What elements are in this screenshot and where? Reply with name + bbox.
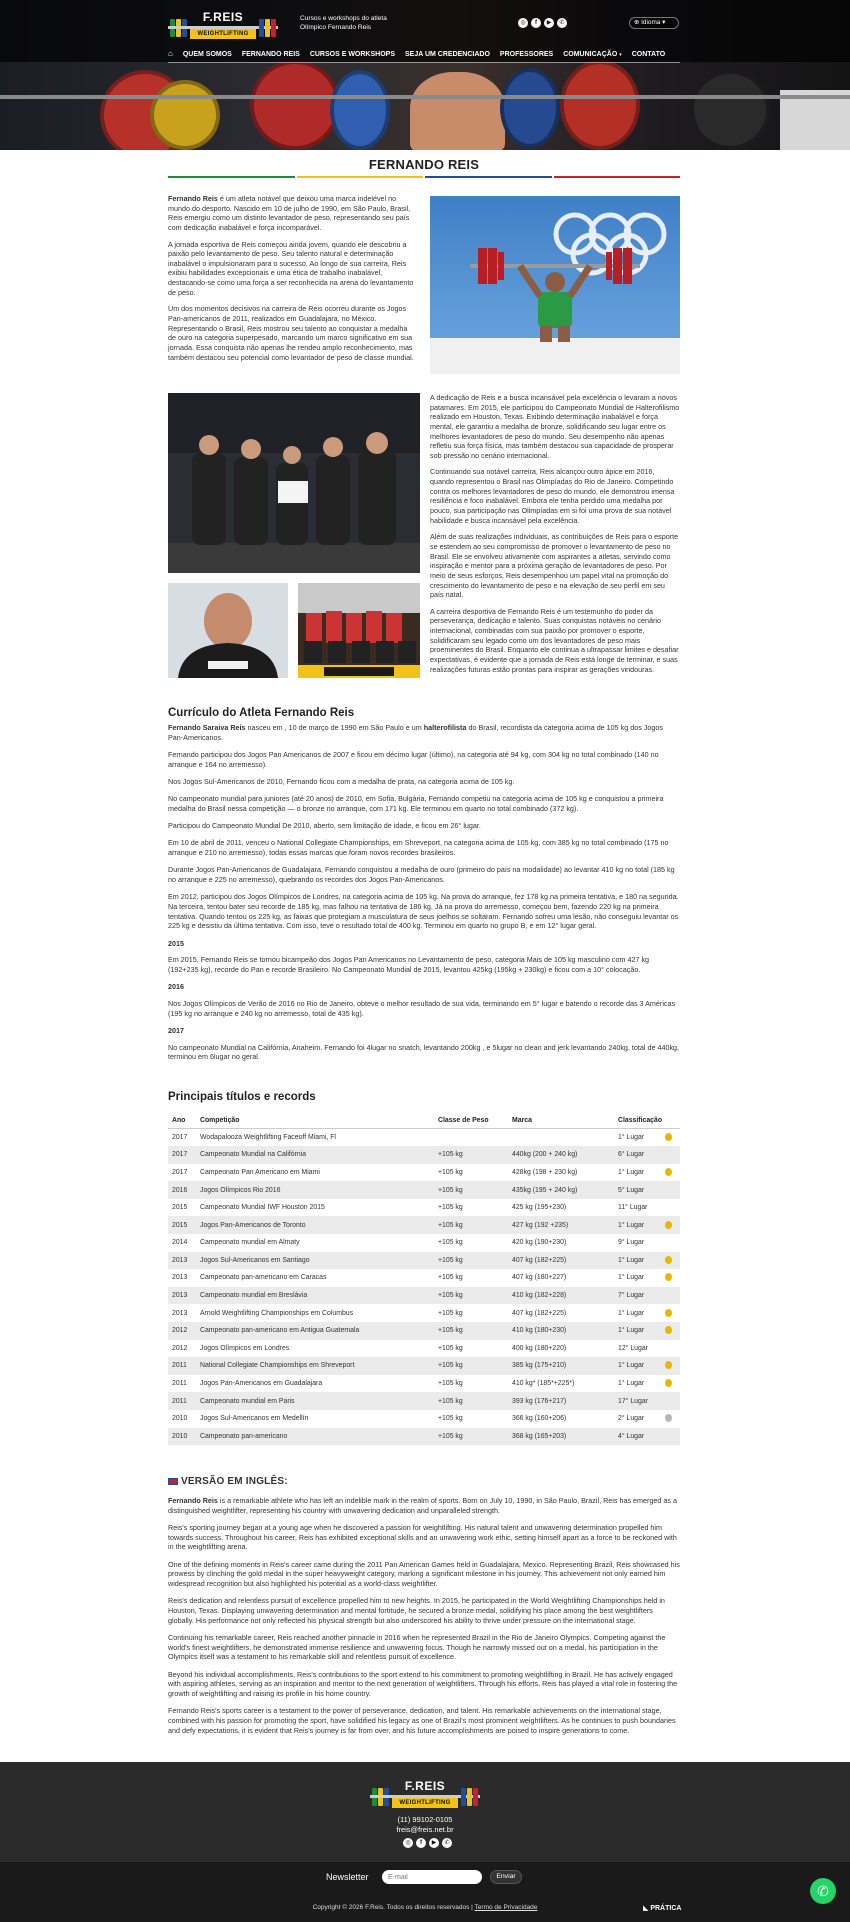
nav-item-quem-somos[interactable]: QUEM SOMOS bbox=[182, 50, 232, 58]
curriculum-paragraph: Fernando participou dos Jogos Pan Americanos de 2007 e ficou em décimo lugar (último), na categoria até 94 kg, com 304 kg no total combinado (140 no arranque e 164 no arremesso). bbox=[168, 749, 659, 769]
chevron-down-icon: ▾ bbox=[662, 19, 666, 26]
year-heading: 2017 bbox=[168, 1025, 184, 1035]
cell-weight-class: +105 kg bbox=[434, 1181, 508, 1199]
logo-subtext: WEIGHTLIFTING bbox=[190, 29, 256, 39]
gold-medal-icon bbox=[665, 1221, 672, 1229]
cell-competition: Jogos Pan-Americanos em Guadalajara bbox=[200, 1380, 323, 1388]
footer-email[interactable]: freis@freis.net.br bbox=[396, 1825, 454, 1834]
gold-medal-icon bbox=[665, 1256, 672, 1264]
cell-year: 2011 bbox=[168, 1357, 196, 1375]
curriculum-intro-end: do Brasil, recordista da categoria acima de 105 kg dos Jogos Pan-Americanos. bbox=[168, 723, 664, 742]
classification-text: 1° Lugar bbox=[618, 1256, 645, 1264]
year-heading: 2016 bbox=[168, 982, 184, 992]
cell-year: 2014 bbox=[172, 1239, 188, 1247]
youtube-icon[interactable]: ▶ bbox=[429, 1838, 439, 1848]
cell-year: 2013 bbox=[168, 1252, 196, 1270]
bio-paragraph: A jornada esportiva de Reis começou ainda jovem, quando ele descobriu a paixão pelo levantamento de peso. Seu talento natural e determinação inabalável o impulsionaram para o sucesso. Ao longo de sua carreira, Reis exibiu habilidades excepcionais e uma ética de trabalho inabalável, destacando-se como uma força a ser reconhecida na arena do levantamento de peso. bbox=[168, 239, 414, 297]
english-text-intro: is a remarkable athlete who has left an indelible mark in the realm of sports. Born on July 10, 1990, in São Paulo, Brazil, Reis has emerged as a distinguished weightlifter, representing his country with unwavering dedication and unparalleled strength. bbox=[168, 1496, 677, 1515]
agency-logo-icon: ◣ bbox=[643, 1905, 651, 1912]
main-navigation bbox=[168, 47, 680, 63]
classification-text: 2° Lugar bbox=[618, 1415, 645, 1423]
cell-year: 2015 bbox=[168, 1216, 196, 1234]
classification-text: 11° Lugar bbox=[618, 1204, 648, 1212]
cell-competition: Campeonato mundial em Almaty bbox=[200, 1239, 300, 1247]
cell-mark: 427 kg (192 +235) bbox=[508, 1216, 614, 1234]
table-row bbox=[168, 1234, 680, 1252]
cell-mark: 435kg (195 + 240 kg) bbox=[508, 1181, 614, 1199]
cell-classification bbox=[614, 1181, 680, 1199]
site-logo[interactable] bbox=[168, 11, 278, 41]
cell-mark: 368 kg (165+203) bbox=[508, 1428, 614, 1446]
logo-text: F.REIS bbox=[404, 1779, 446, 1793]
cell-mark: 425 kg (195+230) bbox=[512, 1204, 567, 1212]
bio-intro-text bbox=[168, 194, 414, 369]
footer-phone[interactable]: (11) 99102-0105 bbox=[397, 1815, 453, 1824]
cell-classification bbox=[614, 1129, 680, 1147]
column-header-year: Ano bbox=[168, 1114, 196, 1129]
cell-mark: 407 kg (180+227) bbox=[512, 1274, 567, 1282]
curriculum-paragraph: Nos Jogos Olímpicos de Verão de 2016 no Rio de Janeiro, obteve o melhor resultado de sua vida, terminando em 5° lugar e batendo o recorde das 3 Américas (195 kg no arranque e 240 kg no arremesso, total de 435 kg). bbox=[168, 998, 676, 1018]
cell-mark: 410 kg* (185*+225*) bbox=[512, 1380, 575, 1388]
bio-paragraph bbox=[168, 194, 414, 233]
whatsapp-float-button[interactable] bbox=[810, 1878, 836, 1904]
cell-competition: Arnold Weightlifting Championships em Columbus bbox=[200, 1309, 354, 1317]
classification-text: 5° Lugar bbox=[618, 1186, 645, 1194]
cell-weight-class: +105 kg bbox=[434, 1146, 508, 1164]
column-header-mark: Marca bbox=[508, 1114, 614, 1129]
curriculum-paragraph: Em 10 de abril de 2011, venceu o National Collegiate Championships, em Shreveport, na categoria acima de 105 kg, com 385 kg no total combinado (175 no arranque e 210 no arremesso), todas essas marcas que foram novos recordes brasileiros. bbox=[168, 838, 669, 857]
bio-paragraph: Continuando sua notável carreira, Reis alcançou outro ápice em 2016, quando representou o Brasil nas Olimpíadas do Rio de Janeiro. Competindo contra os melhores levantadores de peso do mundo, ele demonstrou imensa resiliência e foco inabalável. Embora ele tenha perdido uma medalha por pouco, sua participação nas Olimpíadas em si foi uma prova de sua notável habilidade e busca incansável pela excelência. bbox=[430, 467, 675, 525]
table-row bbox=[168, 1199, 680, 1217]
page-title: FERNANDO REIS bbox=[368, 157, 480, 172]
cell-year: 2010 bbox=[168, 1428, 196, 1446]
cell-weight-class: +105 kg bbox=[434, 1216, 508, 1234]
cell-weight-class: +105 kg bbox=[438, 1309, 463, 1317]
cell-mark bbox=[508, 1129, 614, 1147]
classification-text: 7° Lugar bbox=[618, 1292, 645, 1300]
gold-medal-icon bbox=[665, 1273, 672, 1281]
footer-social-links bbox=[403, 1838, 452, 1848]
cell-weight-class: +105 kg bbox=[438, 1239, 463, 1247]
uk-flag-icon bbox=[168, 1478, 178, 1485]
classification-text: 4° Lugar bbox=[618, 1432, 645, 1440]
cell-classification bbox=[614, 1322, 680, 1340]
cell-year: 2015 bbox=[172, 1204, 188, 1212]
cell-mark: 440kg (200 + 240 kg) bbox=[508, 1146, 614, 1164]
cell-classification bbox=[614, 1252, 680, 1270]
cell-weight-class: +105 kg bbox=[438, 1168, 463, 1176]
bio-paragraph: A carreira desportiva de Fernando Reis é um testemunho do poder da perseverança, dedicação e talento. Suas conquistas notáveis no cenário internacional, combinadas com sua paixão por promover o esporte, solidificaram seu legado como um dos levantadores de peso mais proeminentes do Brasil. Enquanto ele continua a ultrapassar limites e desafiar expectativas, é evidente que a jornada de Reis está longe de terminar, e suas realizações futuras estão prontas para inspirar as gerações vindouras. bbox=[430, 606, 679, 674]
english-paragraph: Reis's sporting journey began at a young age when he discovered a passion for weightlifting. His natural talent and unwavering determination propelled him towards success. Throughout his career, Reis has exhibited exceptional skills and an unwavering work ethic, setting himself apart as a force to be reckoned with in the weightlifting arena. bbox=[168, 1522, 677, 1552]
english-version-heading bbox=[168, 1475, 288, 1488]
cell-competition: Jogos Sul-Americanos em Medellín bbox=[200, 1415, 309, 1423]
curriculum-text bbox=[168, 723, 680, 1069]
cell-mark: 385 kg (175+210) bbox=[508, 1357, 614, 1375]
gold-medal-icon bbox=[665, 1168, 672, 1176]
cell-competition: Wodapalooza Weightlifting Faceoff Miami, Fl bbox=[200, 1133, 336, 1141]
cell-mark: 428kg (198 + 230 kg) bbox=[512, 1168, 578, 1176]
cell-classification bbox=[614, 1164, 680, 1182]
nav-item-fernando-reis[interactable]: FERNANDO REIS bbox=[241, 50, 300, 58]
cell-year: 2011 bbox=[168, 1392, 196, 1410]
title-divider bbox=[168, 176, 680, 178]
curriculum-intro-bold: halterofilista bbox=[423, 723, 467, 732]
facebook-icon[interactable]: f bbox=[531, 18, 541, 28]
titles-table bbox=[168, 1114, 680, 1445]
whatsapp-icon[interactable]: ✆ bbox=[442, 1838, 452, 1848]
language-selector[interactable] bbox=[629, 17, 679, 29]
gold-medal-icon bbox=[665, 1361, 672, 1369]
cell-mark: 400 kg (180+220) bbox=[512, 1344, 567, 1352]
bio-paragraph: Um dos momentos decisivos na carreira de Reis ocorreu durante os Jogos Pan-americanos de 2011, realizados em Guadalajara, no México. Representando o Brasil, Reis mostrou seu talento ao conquistar a medalha de ouro na categoria superpesado, marcando um marco significativo em sua jornada. Essa conquista não apenas lhe rendeu amplo reconhecimento, mas também destacou seu potencial como levantador de peso de classe mundial. bbox=[168, 304, 414, 362]
cell-weight-class: +105 kg bbox=[438, 1204, 463, 1212]
home-icon[interactable]: ⌂ bbox=[168, 49, 173, 59]
cell-competition: Jogos Olímpicos em Londres bbox=[200, 1344, 290, 1352]
cell-competition: Campeonato mundial em Breslávia bbox=[196, 1287, 434, 1305]
table-header-row bbox=[168, 1114, 680, 1129]
english-paragraph: Fernando Reis's sports career is a testament to the power of perseverance, dedication, and talent. His remarkable achievements on the international stage, combined with his passion for promoting the sport, have solidified his legacy as one of Brazil's most prominent weightlifters. As he continues to push boundaries and defy expectations, it is evident that Reis's journey is far from over, and his future accomplishments are poised to inspire generations to come. bbox=[168, 1706, 676, 1735]
curriculum-intro bbox=[168, 723, 680, 742]
english-text bbox=[168, 1496, 680, 1743]
curriculum-paragraph: No campeonato Mundial na Califórnia, Anaheim. Fernando foi 4lugar no snatch, levantando 200kg , e 5lugar no clean and jerk levantando 240kg, total de 440kg, terminou em 6lugar no geral. bbox=[168, 1042, 680, 1062]
table-row bbox=[168, 1181, 680, 1199]
cell-classification bbox=[614, 1304, 680, 1322]
curriculum-paragraph: Nos Jogos Sul-Americanos de 2010, Fernando ficou com a medalha de prata, na categoria acima de 105 kg. bbox=[168, 776, 515, 786]
cell-competition: Campeonato pan-americano em Antigua Guatemala bbox=[196, 1322, 434, 1340]
cell-year: 2013 bbox=[172, 1309, 188, 1317]
bio-text: é um atleta notável que deixou uma marca indelével no mundo do desporto. Nascido em 10 de julho de 1990, em São Paulo, Brasil, Reis emergiu como um distinto levantador de peso, representando seu país com dedicação inabalável e força incomparável. bbox=[168, 194, 411, 232]
curriculum-paragraph: No campeonato mundial para juniores (até 20 anos) de 2010, em Sofia, Bulgária, Fernando competiu na categoria acima de 105 kg e conquistou a primeira medalha do Brasil nessa competição — o bronze no arranque, com 171 kg. Ele terminou em quarto no total combinado (372 kg). bbox=[168, 794, 664, 813]
cell-mark: 393 kg (176+217) bbox=[508, 1392, 614, 1410]
gold-medal-icon bbox=[665, 1309, 672, 1317]
facebook-icon[interactable]: f bbox=[416, 1838, 426, 1848]
english-paragraph: Reis's dedication and relentless pursuit of excellence propelled him to new heights. In 2015, he participated in the World Weightlifting Championships held in Houston, Texas. Displaying unwavering determination and mental fortitude, he secured a bronze medal, solidifying his place among the best weightlifters globally. His performance not only reflected his physical strength but also underscored his ability to thrive under pressure on the international stage. bbox=[168, 1596, 665, 1625]
cell-competition: Campeonato Mundial na Califórnia bbox=[196, 1146, 434, 1164]
cell-classification bbox=[614, 1287, 680, 1305]
cell-year: 2011 bbox=[172, 1380, 187, 1388]
nav-item-contato[interactable]: CONTATO bbox=[631, 50, 666, 58]
gold-medal-icon bbox=[665, 1379, 672, 1387]
classification-text: 6° Lugar bbox=[618, 1151, 645, 1159]
cell-competition: Jogos Pan-Americanos de Toronto bbox=[196, 1216, 434, 1234]
cell-mark: 410 kg (182+228) bbox=[508, 1287, 614, 1305]
whatsapp-icon: ✆ bbox=[817, 1883, 829, 1899]
table-row bbox=[168, 1269, 680, 1287]
english-paragraph: One of the defining moments in Reis's career came during the 2011 Pan American Games held in Guadalajara, Mexico. Representing Brazil, Reis showcased his prowess by clinching the gold medal in the super heavyweight category, marking a significant milestone in his journey. This achievement not only earned him widespread recognition but also highlighted his potential as a world-class weightlifter. bbox=[168, 1559, 680, 1589]
table-row bbox=[168, 1410, 680, 1428]
cell-mark: 366 kg (160+206) bbox=[512, 1415, 567, 1423]
athlete-full-name: Fernando Saraiva Reis bbox=[168, 723, 246, 732]
photo-group bbox=[298, 583, 420, 678]
classification-text: 1° Lugar bbox=[618, 1168, 645, 1176]
cell-classification bbox=[614, 1392, 680, 1410]
whatsapp-icon[interactable]: ✆ bbox=[557, 18, 567, 28]
group-photo-illustration bbox=[298, 583, 420, 678]
classification-text: 1° Lugar bbox=[618, 1221, 645, 1229]
cell-competition: Campeonato pan-americano em Caracas bbox=[200, 1274, 327, 1282]
classification-text: 1° Lugar bbox=[618, 1380, 645, 1388]
year-heading: 2015 bbox=[168, 938, 184, 948]
photo-portrait bbox=[168, 583, 288, 678]
english-paragraph: Beyond his individual accomplishments, Reis's contributions to the sport extend to his commitment to promoting weightlifting in Brazil. He has actively engaged with aspiring athletes, serving as an inspiration and mentor to the next generation of weightlifters. Through his efforts, Reis has played a vital role in fostering the growth of weightlifting and raising its profile in his home country. bbox=[168, 1669, 678, 1698]
column-header-competition: Competição bbox=[196, 1114, 434, 1129]
bio-continued-text bbox=[430, 393, 680, 681]
copyright bbox=[0, 1904, 850, 1913]
instagram-icon[interactable]: ◎ bbox=[518, 18, 528, 28]
table-row bbox=[168, 1392, 680, 1410]
bio-paragraph: Além de suas realizações individuais, as contribuições de Reis para o esporte se estendem ao seu compromisso de promover o levantamento de peso no Brasil. Ele se envolveu ativamente com aspirantes a atletas, servindo como inspiração e mentor para a próxima geração de levantadores de peso. Por meio de seus esforços, Reis desempenhou um papel vital na promoção do crescimento do levantamento de peso e na elevação de seu perfil em seu país natal. bbox=[430, 532, 679, 600]
cell-year: 2016 bbox=[168, 1181, 196, 1199]
athlete-name: Fernando Reis bbox=[168, 194, 218, 203]
english-paragraph bbox=[168, 1496, 680, 1515]
cell-weight-class: +105 kg bbox=[438, 1344, 463, 1352]
cell-competition: Campeonato mundial em Paris bbox=[196, 1392, 434, 1410]
english-paragraph: Continuing his remarkable career, Reis reached another pinnacle in 2016 when he represented Brazil in the Rio de Janeiro Olympics. Competing against the world's finest weightlifters, he demonstrated immense resilience and unwavering focus. Though he narrowly missed out on a medal, his participation in the Olympics itself was a testament to his remarkable skill and relentless pursuit of excellence. bbox=[168, 1632, 666, 1662]
cell-classification bbox=[614, 1340, 680, 1358]
chevron-down-icon: ▾ bbox=[619, 51, 622, 58]
youtube-icon[interactable]: ▶ bbox=[544, 18, 554, 28]
table-row bbox=[168, 1164, 680, 1182]
table-row bbox=[168, 1216, 680, 1234]
site-tagline: Cursos e workshops do atleta Olímpico Fernando Reis bbox=[300, 15, 387, 31]
classification-text: 1° Lugar bbox=[618, 1274, 645, 1282]
logo-text: F.REIS bbox=[202, 10, 244, 24]
curriculum-intro-mid: nasceu em , 10 de março de 1990 em São Paulo e um bbox=[245, 723, 424, 732]
bio-paragraph: A dedicação de Reis e a busca incansável pela excelência o levaram a novos patamares. Em 2015, ele participou do Campeonato Mundial de Halterofilismo realizado em Houston, Texas. Exibindo determinação inabalável e força mental, ele garantiu a medalha de bronze, solidificando seu lugar entre os melhores levantadores de peso do mundo. Seu desempenho não apenas refletiu sua força física, mas também destacou sua capacidade de prosperar sob pressão no cenário internacional. bbox=[430, 393, 680, 460]
column-header-weight-class: Classe de Peso bbox=[434, 1114, 508, 1129]
classification-text: 1° Lugar bbox=[618, 1362, 645, 1370]
athlete-name-en: Fernando Reis bbox=[168, 1496, 218, 1505]
cell-year: 2013 bbox=[168, 1287, 196, 1305]
table-row bbox=[168, 1304, 680, 1322]
copyright-text: Copyright © 2026 F.Reis. Todos os direitos reservados | bbox=[312, 1904, 475, 1911]
table-row bbox=[168, 1357, 680, 1375]
cell-weight-class: +105 kg bbox=[434, 1322, 508, 1340]
cell-classification bbox=[614, 1216, 680, 1234]
silver-medal-icon bbox=[665, 1414, 672, 1422]
language-label: Idioma bbox=[641, 19, 661, 26]
cell-weight-class bbox=[434, 1129, 508, 1147]
cell-mark: 407 kg (182+225) bbox=[512, 1309, 567, 1317]
newsletter-submit-button[interactable]: Enviar bbox=[490, 1870, 522, 1884]
cell-classification bbox=[614, 1269, 680, 1287]
cell-classification bbox=[614, 1428, 680, 1446]
classification-text: 1° Lugar bbox=[618, 1327, 645, 1335]
cell-year: 2017 bbox=[168, 1146, 196, 1164]
cell-classification bbox=[614, 1199, 680, 1217]
curriculum-paragraph: Participou do Campeonato Mundial De 2010, aberto, sem limitação de idade, e ficou em 26° lugar. bbox=[168, 821, 481, 831]
agency-credit-text: PRÁTICA bbox=[650, 1905, 682, 1912]
cell-weight-class: +105 kg bbox=[438, 1415, 463, 1423]
olympic-lift-illustration bbox=[430, 196, 680, 374]
cell-year: 2012 bbox=[172, 1344, 188, 1352]
cell-classification bbox=[614, 1410, 680, 1428]
cell-year: 2017 bbox=[172, 1133, 188, 1141]
cell-weight-class: +105 kg bbox=[438, 1274, 463, 1282]
photo-team bbox=[168, 393, 420, 573]
cell-weight-class: +105 kg bbox=[434, 1287, 508, 1305]
gold-medal-icon bbox=[665, 1326, 672, 1334]
cell-weight-class: +105 kg bbox=[438, 1380, 463, 1388]
cell-competition: Jogos Olímpicos Rio 2016 bbox=[196, 1181, 434, 1199]
cell-competition: Campeonato pan-americano bbox=[196, 1428, 434, 1446]
table-row bbox=[168, 1340, 680, 1358]
privacy-link[interactable]: Termo de Privacidade bbox=[474, 1904, 538, 1911]
cell-competition: Campeonato Pan Americano em Miami bbox=[200, 1168, 320, 1176]
cell-competition: Campeonato Mundial IWF Houston 2015 bbox=[200, 1204, 325, 1212]
classification-text: 12° Lugar bbox=[618, 1344, 648, 1352]
cell-mark: 420 kg (190+230) bbox=[512, 1239, 567, 1247]
gold-medal-icon bbox=[665, 1133, 672, 1141]
nav-item-credenciado[interactable]: SEJA UM CREDENCIADO bbox=[405, 50, 490, 58]
header-social-links bbox=[518, 18, 567, 28]
hero-banner bbox=[0, 0, 850, 150]
curriculum-heading: Currículo do Atleta Fernando Reis bbox=[168, 707, 355, 719]
cell-classification bbox=[614, 1375, 680, 1393]
table-row bbox=[168, 1287, 680, 1305]
curriculum-paragraph: Durante Jogos Pan-Americanos de Guadalajara, Fernando conquistou a medalha de ouro (primeiro do país na modalidade) ao levantar 410 kg no total (185 kg no arranque e 225 no arremesso), quebrando os recordes dos Jogos Pan-Americanos. bbox=[168, 865, 675, 884]
cell-year: 2010 bbox=[172, 1415, 188, 1423]
cell-classification bbox=[614, 1234, 680, 1252]
cell-classification bbox=[614, 1146, 680, 1164]
agency-credit[interactable] bbox=[643, 1904, 681, 1913]
classification-text: 1° Lugar bbox=[618, 1133, 645, 1141]
table-row bbox=[168, 1375, 680, 1393]
globe-icon: ⊕ bbox=[634, 19, 640, 26]
cell-mark: 410 kg (180+230) bbox=[508, 1322, 614, 1340]
footer-logo[interactable] bbox=[370, 1780, 480, 1810]
nav-item-cursos[interactable]: CURSOS E WORKSHOPS bbox=[309, 50, 395, 58]
photo-olympic-lift bbox=[430, 196, 680, 374]
cell-competition: Jogos Sul-Americanos em Santiago bbox=[196, 1252, 434, 1270]
nav-item-comunicacao[interactable] bbox=[563, 50, 622, 59]
cell-weight-class: +105 kg bbox=[434, 1428, 508, 1446]
table-row bbox=[168, 1146, 680, 1164]
cell-weight-class: +105 kg bbox=[434, 1357, 508, 1375]
curriculum-paragraph: Em 2012, participou dos Jogos Olímpicos de Londres, na categoria acima de 105 kg. Na prova do arranque, fez 178 kg na primeira tentativa, e 180 na segunda. Na terceira, tentou bater seu recorde de 185 kg, mas falhou na tentativa de 186 kg. Já na prova do arremesso, começou bem, fazendo 220 kg na primeira tentativa. Quando tentou os 225 kg, as faixas que protegiam a musculatura de seus joelhos se soltaram. Fernando sofreu uma lesão, não conseguiu levantar os 225 kg e desistiu da última tentativa. Com isso, teve o resultado total de 400 kg. Terminou em quarto no grupo B, e em 12° lugar geral. bbox=[168, 892, 679, 931]
table-row bbox=[168, 1322, 680, 1340]
cell-year: 2017 bbox=[172, 1168, 188, 1176]
instagram-icon[interactable]: ◎ bbox=[403, 1838, 413, 1848]
cell-year: 2012 bbox=[168, 1322, 196, 1340]
english-version-title: VERSÃO EM INGLÊS: bbox=[181, 1476, 288, 1487]
cell-competition: National Collegiate Championships em Shreveport bbox=[196, 1357, 434, 1375]
nav-item-professores[interactable]: PROFESSORES bbox=[499, 50, 554, 58]
column-header-classification: Classificação bbox=[614, 1114, 680, 1129]
logo-subtext: WEIGHTLIFTING bbox=[392, 1798, 458, 1808]
classification-text: 1° Lugar bbox=[618, 1309, 645, 1317]
table-row bbox=[168, 1252, 680, 1270]
table-row bbox=[168, 1129, 680, 1147]
curriculum-paragraph: Em 2015, Fernando Reis se tornou bicampeão dos Jogos Pan Americanos no Levantamento de peso, categoria Mais de 105 kg masculino com 427 kg (192+235 kg), recorde do Pan e recorde Brasileiro. No Campeonato Mundial de 2015, levantou 425kg (195kg + 230kg) e ficou com a 10° colocação. bbox=[168, 955, 650, 974]
cell-weight-class: +105 kg bbox=[434, 1252, 508, 1270]
titles-heading: Principais títulos e records bbox=[168, 1091, 316, 1103]
classification-text: 17° Lugar bbox=[618, 1397, 648, 1405]
cell-classification bbox=[614, 1357, 680, 1375]
table-row bbox=[168, 1428, 680, 1446]
team-photo-illustration bbox=[168, 393, 420, 573]
nav-item-comunicacao-label: COMUNICAÇÃO bbox=[563, 50, 618, 58]
portrait-illustration bbox=[168, 583, 288, 678]
cell-weight-class: +105 kg bbox=[434, 1392, 508, 1410]
cell-year: 2013 bbox=[172, 1274, 188, 1282]
newsletter-email-input[interactable] bbox=[382, 1870, 482, 1884]
newsletter-label: Newsletter bbox=[326, 1872, 369, 1882]
cell-mark: 407 kg (182+225) bbox=[508, 1252, 614, 1270]
classification-text: 9° Lugar bbox=[618, 1239, 645, 1247]
